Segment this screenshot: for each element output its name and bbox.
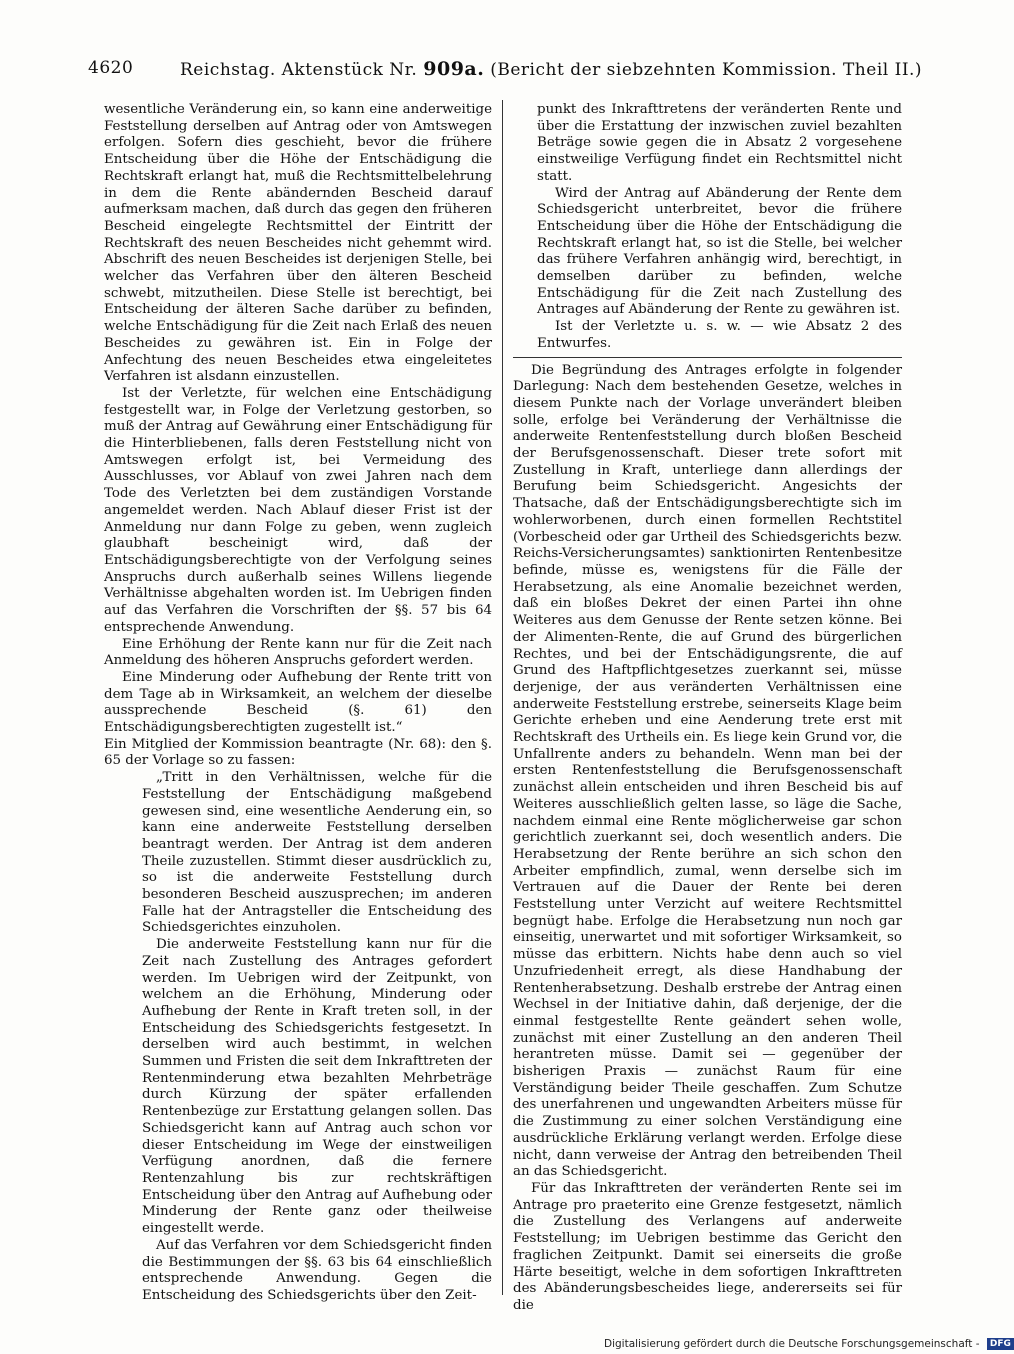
paragraph: Ein Mitglied der Kommission beantragte (Nr. 68): den §. 65 der Vorlage so zu fassen: [104,736,492,769]
paragraph: Für das Inkrafttreten der veränderten Rente sei im Antrage pro praeterito eine Grenze festgesetzt, nämlich die Zustellung des Verlangens auf anderweite Feststellung; im Uebrigen bestimme das Gericht den fraglichen Zeitpunkt. Damit sei einerseits die große Härte beseitigt, welche in dem sofortigen Inkrafttreten des Abänderungsbescheides liege, andererseits sei für die [513,1181,902,1313]
title-prefix: Reichstag. Aktenstück Nr. [180,60,418,80]
digitization-credit [604,1338,1011,1354]
document-number: 909a. [423,58,485,80]
quote-paragraph: punkt des Inkrafttretens der veränderten Rente und über die Erstattung der inzwischen zuviel bezahlten Beträge sowie gegen die in Absatz 2 vorgesehene einstweilige Verfügung findet ein Rechtsmittel nicht statt. [537,102,902,184]
section-rule [513,357,902,358]
quote-paragraph: Die anderweite Feststellung kann nur für die Zeit nach Zustellung des Antrages gefordert werden. Im Uebrigen wird der Zeitpunkt, von welchem an die Erhöhung, Minderung oder Aufhebung der Rente in Kraft treten soll, in der Entscheidung des Schiedsgerichts festgesetzt. In derselben wird auch bestimmt, in welchen Summen und Fristen die seit dem Inkrafttreten der Rentenminderung etwa bezahlten Mehrbeträge durch Kürzung der später erfallenden Rentenbezüge zur Erstattung gelangen sollen. Das Schiedsgericht kann auf Antrag auch schon vor dieser Entscheidung im Wege der einstweiligen Verfügung anordnen, daß die fernere Rentenzahlung bis zur rechtskräftigen Entscheidung über den Antrag auf Aufhebung oder Minderung der Rente ganz oder theilweise eingestellt werde. [142,937,492,1237]
title-suffix: (Bericht der siebzehnten Kommission. Theil II.) [490,60,923,80]
paragraph: Die Begründung des Antrages erfolgte in folgender Darlegung: Nach dem bestehenden Gesetze, welches in diesem Punkte nach der Vorlage unverändert bleiben solle, erfolge bei Veränderung der Verhältnisse die anderweite Rentenfeststellung durch bloßen Bescheid der Berufsgenossenschaft. Dieser trete sofort mit Zustellung in Kraft, unterliege dann allerdings der Berufung beim Schiedsgericht. Angesichts der Thatsache, daß der Entschädigungsberechtigte sich im wohlerworbenen, durch einen formellen Rechtstitel (Vorbescheid oder gar Urtheil des Schiedsgerichts bezw. Reichs-Versicherungsamtes) sanktionirten Rentenbesitze befinde, müsse es, wenigstens für die Fälle der Herabsetzung, als eine Anomalie bezeichnet werden, daß ein bloßes Dekret der einen Partei ihn ohne Weiteres aus dem Genusse der Rente setzen könne. Bei der Alimenten-Rente, die auf Grund des bürgerlichen Rechtes, und bei der Entschädigungsrente, die auf Grund des Haftpflichtgesetzes zuerkannt sei, müsse derjenige, der aus veränderten Verhältnissen eine anderweite Feststellung erstrebe, seinerseits Klage beim Gerichte erheben und eine Aenderung trete erst mit Rechtskraft des Urtheils ein. Es liege kein Grund vor, die Unfallrente anders zu behandeln. Wenn man bei der ersten Rentenfeststellung die Berufsgenossenschaft zunächst allein entscheiden und ihren Bescheid bis auf Weiteres ausschließlich gelten lasse, so läge die Sache, nachdem einmal eine Rente möglicherweise gar schon gerichtlich zuerkannt sei, doch wesentlich anders. Die Herabsetzung der Rente berühre an sich schon den Arbeiter empfindlich, zumal, wenn derselbe sich im Vertrauen auf die Dauer der Rente bei deren Feststellung unter Verzicht auf weitere Rechtsmittel begnügt habe. Erfolge die Herabsetzung nun noch gar einseitig, unerwartet und mit sofortiger Wirksamkeit, so müsse das erbittern. Nichts habe denn auch so viel Unzufriedenheit erregt, als diese Handhabung der Rentenherabsetzung. Deshalb erstrebe der Antrag einen Wechsel in der Initiative dahin, daß derjenige, der die einmal festgestellte Rente geändert sehen wolle, zunächst mit einer Zustellung an den anderen Theil herantreten müsse. Damit sei — gegenüber der bisherigen Praxis — zunächst Raum für eine Verständigung beider Theile geschaffen. Zum Schutze des unerfahrenen und ungewandten Arbeiters müsse für die Zustimmung zu einer solchen Verständigung eine ausdrückliche Erklärung verlangt werden. Erfolge diese nicht, dann verweise der Antrag den betreibenden Theil an das Schiedsgericht. [513,362,902,1180]
right-column [513,102,902,1315]
page-header [88,58,924,88]
quote-paragraph: „Tritt in den Verhältnissen, welche für die Feststellung der Entschädigung maßgebend gewesen sind, eine wesentliche Aenderung ein, so kann eine anderweite Feststellung derselben beantragt werden. Der Antrag ist dem anderen Theile zuzustellen. Stimmt dieser ausdrücklich zu, so ist die anderweite Feststellung durch besonderen Bescheid auszusprechen; im anderen Falle hat der Antragsteller die Entscheidung des Schiedsgerichtes einzuholen. [142,770,492,936]
left-column [104,102,492,1305]
paragraph: Eine Erhöhung der Rente kann nur für die Zeit nach Anmeldung des höheren Anspruchs gefordert werden. [104,636,492,669]
footer-text: Digitalisierung gefördert durch die Deutsche Forschungsgemeinschaft - [604,1338,980,1350]
running-title [180,58,922,80]
dfg-logo: DFG [987,1338,1014,1350]
page-number: 4620 [88,58,134,78]
quote-paragraph: Auf das Verfahren vor dem Schiedsgericht finden die Bestimmungen der §§. 63 bis 64 einschließlich entsprechende Anwendung. Gegen die Entscheidung des Schiedsgerichts über den Zeit- [142,1237,492,1303]
quote-paragraph: Ist der Verletzte u. s. w. — wie Absatz 2 des Entwurfes. [537,319,902,351]
quoted-proposal-continued [513,102,902,353]
quote-paragraph: Wird der Antrag auf Abänderung der Rente dem Schiedsgericht unterbreitet, bevor die frühere Entscheidung über die Höhe der Entschädigung die Rechtskraft erlangt hat, so ist die Stelle, bei welcher das frühere Verfahren anhängig wird, berechtigt, in demselben darüber zu befinden, welche Entschädigung für die Zeit nach Zustellung des Antrages auf Abänderung der Rente zu gewähren ist. [537,185,902,318]
quoted-proposal [104,770,492,1305]
paragraph: Eine Minderung oder Aufhebung der Rente tritt von dem Tage ab in Wirksamkeit, an welchem der dieselbe aussprechende Bescheid (§. 61) den Entschädigungsberechtigten zugestellt ist.“ [104,669,492,736]
column-divider [502,100,503,1295]
paragraph: Ist der Verletzte, für welchen eine Entschädigung festgestellt war, in Folge der Verletzung gestorben, so muß der Antrag auf Gewährung einer Entschädigung für die Hinterbliebenen, falls deren Feststellung nicht von Amtswegen erfolgt ist, bei Vermeidung des Ausschlusses, vor Ablauf von zwei Jahren nach dem Tode des Verletzten bei dem zuständigen Vorstande angemeldet werden. Nach Ablauf dieser Frist ist der Anmeldung nur dann Folge zu geben, wenn zugleich glaubhaft bescheinigt wird, daß der Entschädigungsberechtigte von der Verfolgung seines Anspruchs durch außerhalb seines Willens liegende Verhältnisse abgehalten worden ist. Im Uebrigen finden auf das Verfahren die Vorschriften der §§. 57 bis 64 entsprechende Anwendung. [104,385,492,635]
paragraph: wesentliche Veränderung ein, so kann eine anderweitige Feststellung derselben auf Antrag oder von Amtswegen erfolgen. Sofern dies geschieht, bevor die frühere Entscheidung über die Höhe der Entschädigung die Rechtskraft erlangt hat, muß die Rechtsmittelbelehrung in dem die Rente abändernden Bescheid darauf aufmerksam machen, daß durch das gegen den früheren Bescheid eingelegte Rechtsmittel der Eintritt der Rechtskraft des neuen Bescheides nicht gehemmt wird. Abschrift des neuen Bescheides ist derjenigen Stelle, bei welcher das Verfahren über den älteren Bescheid schwebt, mitzutheilen. Diese Stelle ist berechtigt, bei Entscheidung der älteren Sache darüber zu befinden, welche Entschädigung für die Zeit nach Erlaß des neuen Bescheides zu gewähren ist. Ein in Folge der Anfechtung des neuen Bescheides etwa eingeleitetes Verfahren ist alsdann einzustellen. [104,102,492,385]
